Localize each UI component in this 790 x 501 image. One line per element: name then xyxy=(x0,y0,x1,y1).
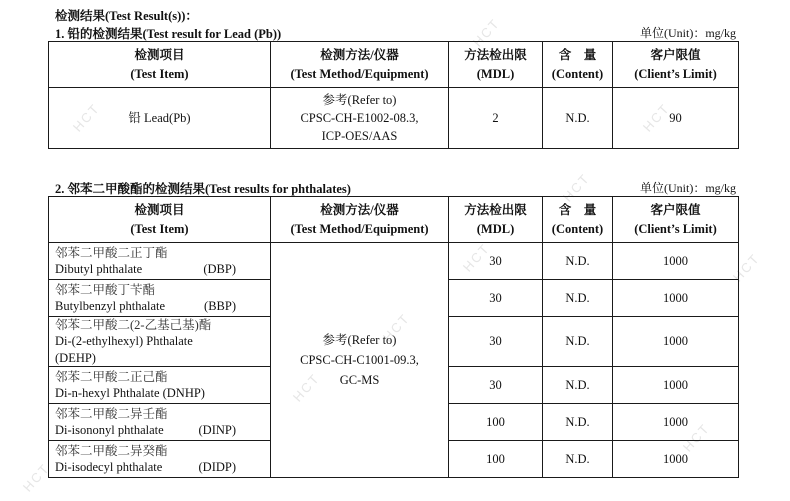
header-test-method: 检测方法/仪器 (Test Method/Equipment) xyxy=(271,197,449,243)
header-content: 含 量 (Content) xyxy=(543,42,613,88)
limit-cell: 1000 xyxy=(613,440,739,477)
header-content: 含 量 (Content) xyxy=(543,197,613,243)
test-item-cell: 邻苯二甲酸二正丁酯 Dibutyl phthalate (DBP) xyxy=(49,243,271,280)
content-cell: N.D. xyxy=(543,88,613,149)
limit-cell: 1000 xyxy=(613,403,739,440)
table-row xyxy=(49,88,739,149)
limit-cell: 1000 xyxy=(613,366,739,403)
lead-results-table xyxy=(48,41,739,149)
watermark: HCT xyxy=(19,460,53,495)
mdl-cell: 30 xyxy=(449,243,543,280)
content-cell: N.D. xyxy=(543,317,613,367)
header-mdl: 方法检出限 (MDL) xyxy=(449,197,543,243)
mdl-cell: 30 xyxy=(449,280,543,317)
header-mdl: 方法检出限 (MDL) xyxy=(449,42,543,88)
content-cell: N.D. xyxy=(543,366,613,403)
mdl-cell: 2 xyxy=(449,88,543,149)
content-cell: N.D. xyxy=(543,243,613,280)
mdl-cell: 30 xyxy=(449,317,543,367)
watermark: HCT xyxy=(729,250,763,285)
section2-heading: 2. 邻苯二甲酸酯的检测结果(Test results for phthalates) xyxy=(55,182,351,196)
header-test-method: 检测方法/仪器 (Test Method/Equipment) xyxy=(271,42,449,88)
table-header-row xyxy=(49,197,739,243)
header-client-limit: 客户限值 (Client’s Limit) xyxy=(613,197,739,243)
limit-cell: 1000 xyxy=(613,317,739,367)
section1-heading: 1. 铅的检测结果(Test result for Lead (Pb)) xyxy=(55,27,282,41)
limit-cell: 1000 xyxy=(613,243,739,280)
test-item-cell: 邻苯二甲酸二异壬酯 Di-isononyl phthalate (DINP) xyxy=(49,403,271,440)
watermark: HCT xyxy=(679,420,713,455)
mdl-cell: 30 xyxy=(449,366,543,403)
test-method-cell: 参考(Refer to) CPSC-CH-C1001-09.3, GC-MS xyxy=(271,243,449,478)
content-cell: N.D. xyxy=(543,280,613,317)
test-method-cell: 参考(Refer to) CPSC-CH-E1002-08.3, ICP-OES/AAS xyxy=(271,88,449,149)
section1-unit: 单位(Unit)：mg/kg xyxy=(640,26,736,40)
test-item-cell: 邻苯二甲酸丁苄酯 Butylbenzyl phthalate (BBP) xyxy=(49,280,271,317)
test-item-cell: 铅 Lead(Pb) xyxy=(49,88,271,149)
header-client-limit: 客户限值 (Client’s Limit) xyxy=(613,42,739,88)
watermark: HCT xyxy=(459,240,493,275)
watermark: HCT xyxy=(559,170,593,205)
content-cell: N.D. xyxy=(543,440,613,477)
section2-unit: 单位(Unit)：mg/kg xyxy=(640,181,736,195)
watermark: HCT xyxy=(289,370,323,405)
mdl-cell: 100 xyxy=(449,403,543,440)
watermark: HCT xyxy=(379,310,413,345)
test-item-cell: 邻苯二甲酸二(2-乙基己基)酯 Di-(2-ethylhexyl) Phthalate (DEHP) xyxy=(49,317,271,367)
watermark: HCT xyxy=(639,100,673,135)
mdl-cell: 100 xyxy=(449,440,543,477)
page-title: 检测结果(Test Result(s))： xyxy=(55,9,198,23)
header-test-item: 检测项目 (Test Item) xyxy=(49,197,271,243)
phthalates-results-table xyxy=(48,196,739,478)
table-row xyxy=(49,243,739,280)
test-item-cell: 邻苯二甲酸二正己酯 Di-n-hexyl Phthalate (DNHP) xyxy=(49,366,271,403)
limit-cell: 90 xyxy=(613,88,739,149)
content-cell: N.D. xyxy=(543,403,613,440)
header-test-item: 检测项目 (Test Item) xyxy=(49,42,271,88)
table-header-row xyxy=(49,42,739,88)
limit-cell: 1000 xyxy=(613,280,739,317)
watermark: HCT xyxy=(69,100,103,135)
watermark: HCT xyxy=(469,15,503,50)
test-item-cell: 邻苯二甲酸二异癸酯 Di-isodecyl phthalate (DIDP) xyxy=(49,440,271,477)
